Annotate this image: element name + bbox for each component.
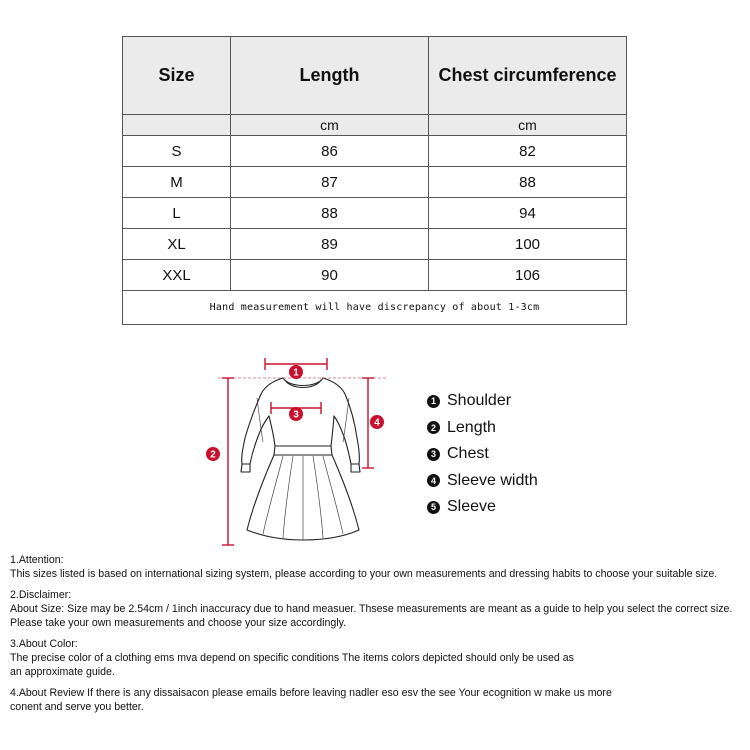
dress-outline [241,378,360,540]
svg-text:1: 1 [293,367,299,379]
size-cell: L [123,198,231,229]
table-row [123,167,627,198]
size-notes [10,553,745,721]
marker-4 [370,415,384,429]
legend-number-1: 1 [427,395,440,408]
note-text: conent and serve you better. [10,701,144,713]
length-cell: 89 [231,229,429,260]
legend-label: Shoulder [447,392,512,410]
measurement-legend [427,388,538,521]
table-header-row [123,37,627,115]
note-review [10,686,745,714]
marker-3 [289,407,303,421]
header-size: Size [123,37,231,115]
note-attention [10,553,745,581]
legend-item-sleeve-width [427,468,538,495]
chest-cell: 82 [429,136,627,167]
measurement-lines [218,358,387,545]
legend-label: Chest [447,445,489,463]
chest-cell: 106 [429,260,627,291]
size-cell: XL [123,229,231,260]
length-cell: 86 [231,136,429,167]
note-text: The precise color of a clothing ems mva depend on specific conditions The items colors depicted should only be used as [10,652,574,664]
table-row [123,260,627,291]
legend-label: Sleeve width [447,471,538,489]
chest-cell: 100 [429,229,627,260]
unit-chest: cm [429,115,627,136]
note-heading: 1.Attention: [10,554,64,566]
note-disclaimer [10,588,745,630]
table-row [123,136,627,167]
length-cell: 90 [231,260,429,291]
svg-text:2: 2 [210,449,216,461]
size-cell: M [123,167,231,198]
marker-2 [206,447,220,461]
length-cell: 88 [231,198,429,229]
note-text: This sizes listed is based on international sizing system, please according to your own measurements and dressing habits to choose your suitable size. [10,568,718,580]
size-chart-table [122,36,627,325]
legend-number-4: 4 [427,474,440,487]
legend-item-length [427,415,538,442]
legend-number-5: 5 [427,501,440,514]
unit-size [123,115,231,136]
legend-item-shoulder [427,388,538,415]
size-cell: S [123,136,231,167]
header-length: Length [231,37,429,115]
legend-number-2: 2 [427,421,440,434]
table-note-row [123,291,627,325]
length-cell: 87 [231,167,429,198]
legend-label: Sleeve [447,498,496,516]
table-unit-row [123,115,627,136]
note-text: About Size: Size may be 2.54cm / 1inch inaccuracy due to hand measuer. Thsese measurements are meant as a guide to help you select the correct size. [10,603,733,615]
note-heading: 2.Disclaimer: [10,589,72,601]
legend-label: Length [447,418,496,436]
size-cell: XXL [123,260,231,291]
dress-measurement-diagram [205,350,400,550]
note-text: Please take your own measurements and choose your size accordingly. [10,617,347,629]
legend-number-3: 3 [427,448,440,461]
header-chest: Chest circumference [429,37,627,115]
chest-cell: 94 [429,198,627,229]
legend-item-chest [427,441,538,468]
note-color [10,637,745,679]
note-heading: 3.About Color: [10,638,78,650]
note-heading: 4.About Review If there is any dissaisacon please emails before leaving nadler eso esv the see Your ecognition w make us more [10,687,612,699]
marker-1 [289,365,303,379]
skirt-folds [257,398,349,540]
svg-text:4: 4 [374,417,380,429]
svg-text:3: 3 [293,409,299,421]
unit-length: cm [231,115,429,136]
table-row [123,229,627,260]
legend-item-sleeve [427,494,538,521]
note-text: an approximate guide. [10,666,115,678]
chest-cell: 88 [429,167,627,198]
measurement-note: Hand measurement will have discrepancy of about 1-3cm [123,291,627,325]
table-row [123,198,627,229]
